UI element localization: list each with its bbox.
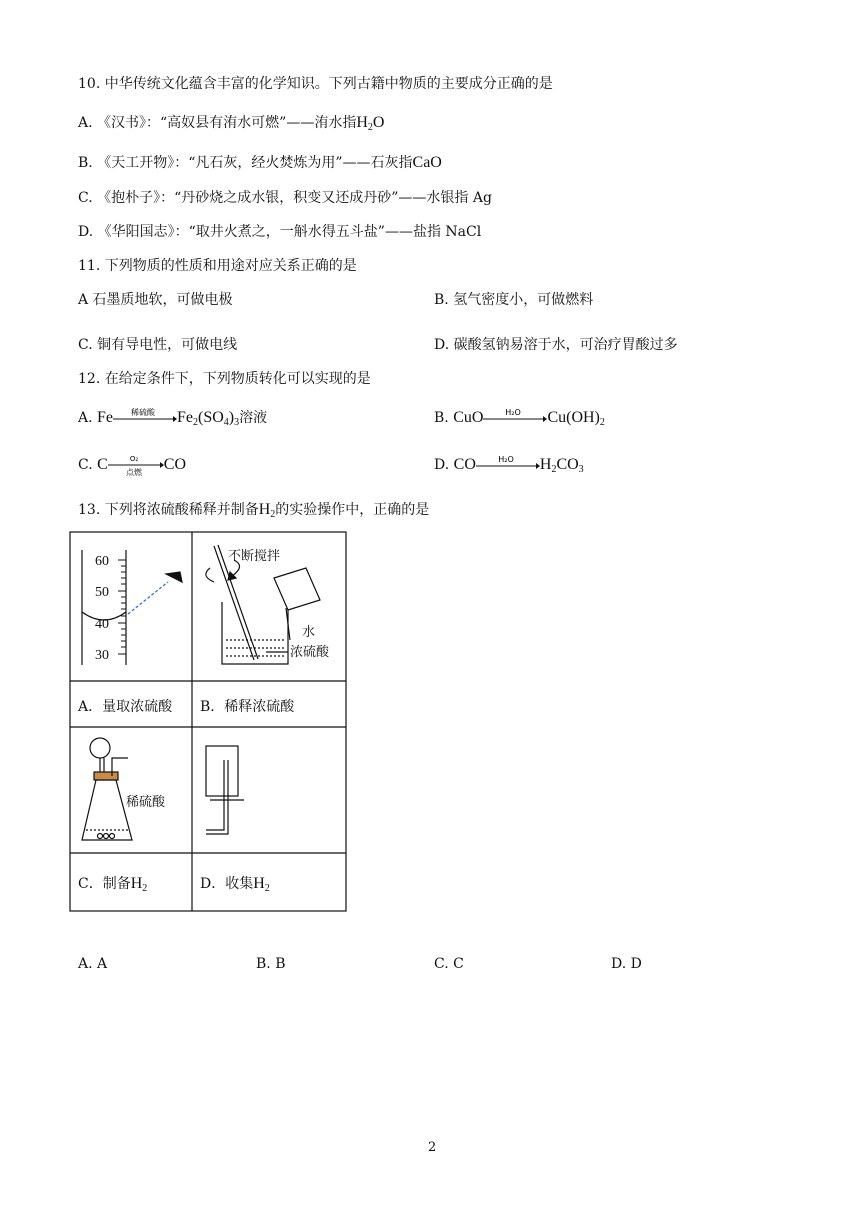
eye-icon: [166, 572, 182, 582]
answer-b: B. B: [256, 956, 286, 972]
flask-preparation-diagram: [82, 738, 132, 840]
tick-label: 30: [95, 648, 109, 663]
gas-collection-diagram: [206, 746, 244, 834]
acid-label: 浓硫酸: [290, 645, 330, 660]
q12-option-a: A. Fe 稀硫酸 $Fe_2(SO_4)_3$溶液: [78, 408, 268, 428]
q10-stem: 10. 中华传统文化蕴含丰富的化学知识。下列古籍中物质的主要成分正确的是: [78, 76, 553, 92]
answer-a: A. A: [78, 956, 108, 972]
cell-d-label: D．收集$H_2$: [200, 875, 270, 894]
tick-label: 50: [95, 585, 109, 600]
tick-label: 60: [95, 554, 109, 569]
svg-text:稀硫酸: 稀硫酸: [131, 408, 156, 417]
q10-option-b: B. 《天工开物》：“凡石灰，经火焚炼为用”——石灰指CaO: [78, 154, 442, 171]
q10-option-c: C. 《抱朴子》：“丹砂烧之成水银，积变又还成丹砂”——水银指 Ag: [78, 190, 492, 206]
page-number: 2: [428, 1140, 437, 1155]
svg-text:H₂O: H₂O: [505, 408, 522, 417]
answer-d: D. D: [611, 956, 642, 972]
q11-option-b: B. 氢气密度小，可做燃料: [434, 292, 594, 308]
q10-option-a: A. 《汉书》：“高奴县有洧水可燃”——洧水指$H_2O$: [78, 114, 385, 133]
q11-stem: 11. 下列物质的性质和用途对应关系正确的是: [78, 258, 357, 274]
svg-text:点燃: 点燃: [125, 468, 142, 477]
q11-option-d: D. 碳酸氢钠易溶于水，可治疗胃酸过多: [434, 337, 678, 353]
q13-stem: 13. 下列将浓硫酸稀释并制备$H_2$的实验操作中，正确的是: [78, 501, 430, 520]
q12-option-c: C. C O₂ 点燃 CO: [78, 455, 187, 477]
cell-a-label: A．量取浓硫酸: [78, 699, 173, 715]
flask-acid-label: 稀硫酸: [126, 795, 166, 810]
q11-option-a: A 石墨质地软，可做电极: [78, 292, 233, 308]
svg-text:O₂: O₂: [129, 455, 138, 463]
q10-option-d: D. 《华阳国志》：“取井火煮之，一斛水得五斗盐”——盐指 NaCl: [78, 224, 482, 240]
q12-option-d: D. CO H₂O $H_2CO_3$: [434, 455, 584, 475]
q11-option-c: C. 铜有导电性，可做电线: [78, 337, 238, 353]
q12-stem: 12. 在给定条件下，下列物质转化可以实现的是: [78, 371, 371, 387]
answer-c: C. C: [434, 956, 464, 972]
stir-label: 不断搅拌: [228, 549, 281, 564]
water-label: 水: [302, 625, 316, 640]
cell-b-label: B．稀释浓硫酸: [200, 699, 295, 715]
tick-label: 40: [95, 617, 109, 632]
q12-option-b: B. CuO H₂O $Cu(OH)_2$: [434, 408, 605, 428]
svg-text:H₂O: H₂O: [498, 455, 514, 464]
cell-c-label: C．制备$H_2$: [78, 875, 148, 894]
